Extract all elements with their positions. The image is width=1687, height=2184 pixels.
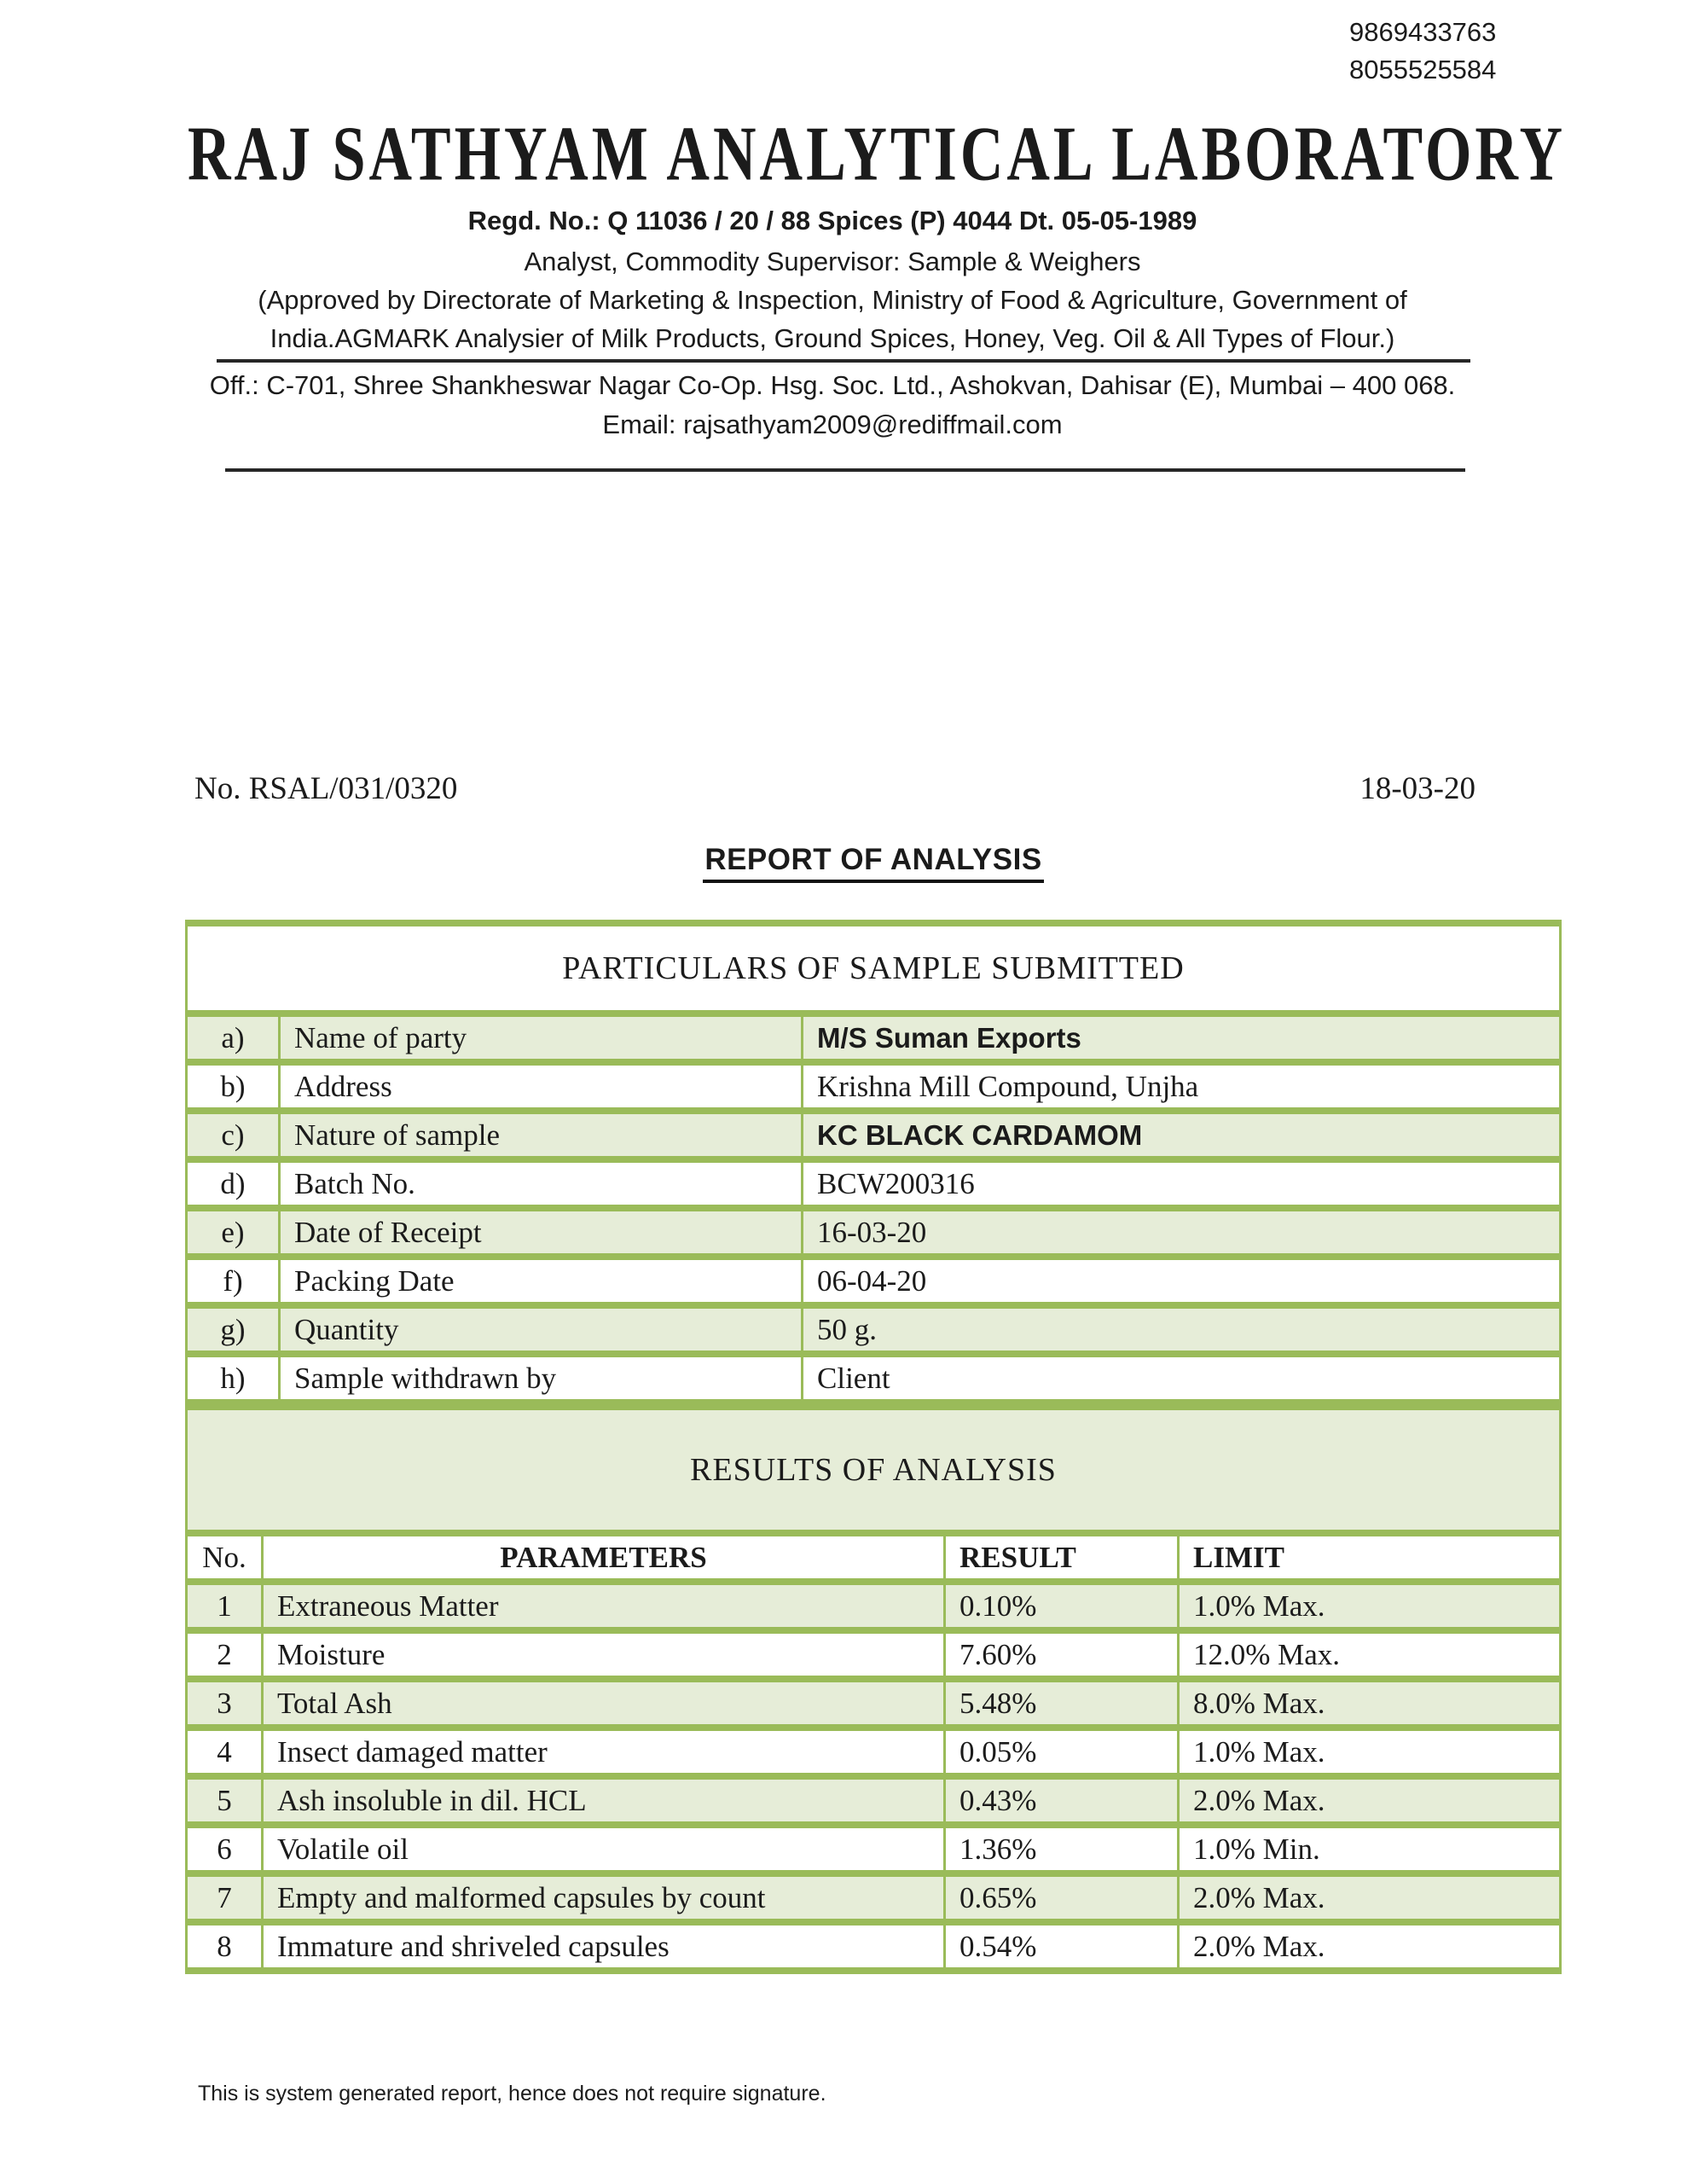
results-row-parameter: Insect damaged matter xyxy=(263,1728,945,1776)
particulars-row-label: Quantity xyxy=(280,1305,803,1354)
particulars-row-label: Packing Date xyxy=(280,1257,803,1305)
table-row xyxy=(187,1305,1561,1354)
results-row-no: 7 xyxy=(187,1873,263,1922)
table-row xyxy=(187,1679,1561,1728)
phone-numbers xyxy=(1349,14,1496,89)
results-row-no: 6 xyxy=(187,1825,263,1873)
results-row-no: 5 xyxy=(187,1776,263,1825)
particulars-row-value: Client xyxy=(803,1354,1561,1403)
table-row xyxy=(187,1728,1561,1776)
results-header-parameters: PARAMETERS xyxy=(263,1533,945,1582)
report-tables xyxy=(185,920,1562,1974)
results-row-no: 3 xyxy=(187,1679,263,1728)
results-row-parameter: Total Ash xyxy=(263,1679,945,1728)
results-header-no: No. xyxy=(187,1533,263,1582)
results-row-limit: 12.0% Max. xyxy=(1179,1630,1561,1679)
results-row-parameter: Moisture xyxy=(263,1630,945,1679)
results-row-limit: 1.0% Max. xyxy=(1179,1728,1561,1776)
table-row xyxy=(187,1922,1561,1971)
particulars-row-letter: d) xyxy=(187,1159,280,1208)
results-row-result: 0.65% xyxy=(945,1873,1179,1922)
particulars-row-value: 50 g. xyxy=(803,1305,1561,1354)
particulars-row-letter: c) xyxy=(187,1111,280,1159)
results-row-limit: 1.0% Max. xyxy=(1179,1582,1561,1630)
phone-number-1: 9869433763 xyxy=(1349,17,1497,47)
particulars-row-value: 16-03-20 xyxy=(803,1208,1561,1257)
header-divider-1 xyxy=(217,359,1470,363)
phone-number-2: 8055525584 xyxy=(1349,55,1497,84)
results-row-result: 5.48% xyxy=(945,1679,1179,1728)
particulars-row-letter: b) xyxy=(187,1062,280,1111)
particulars-row-value: 06-04-20 xyxy=(803,1257,1561,1305)
results-header-limit: LIMIT xyxy=(1179,1533,1561,1582)
results-row-no: 2 xyxy=(187,1630,263,1679)
results-row-parameter: Extraneous Matter xyxy=(263,1582,945,1630)
table-row xyxy=(187,1776,1561,1825)
particulars-row-value: M/S Suman Exports xyxy=(803,1014,1561,1062)
results-row-result: 7.60% xyxy=(945,1630,1179,1679)
table-row xyxy=(187,1159,1561,1208)
particulars-row-label: Sample withdrawn by xyxy=(280,1354,803,1403)
results-row-result: 1.36% xyxy=(945,1825,1179,1873)
results-row-limit: 8.0% Max. xyxy=(1179,1679,1561,1728)
report-number: No. RSAL/031/0320 xyxy=(194,771,458,806)
table-row xyxy=(187,1062,1561,1111)
table-row xyxy=(187,1257,1561,1305)
results-row-limit: 2.0% Max. xyxy=(1179,1922,1561,1971)
particulars-table xyxy=(185,920,1562,1406)
table-row xyxy=(187,1825,1561,1873)
table-row xyxy=(187,1111,1561,1159)
regd-no-line: Regd. No.: Q 11036 / 20 / 88 Spices (P) 4044 Dt. 05-05-1989 xyxy=(467,206,1197,235)
results-row-limit: 1.0% Min. xyxy=(1179,1825,1561,1873)
results-row-result: 0.43% xyxy=(945,1776,1179,1825)
table-row xyxy=(187,1582,1561,1630)
particulars-row-letter: g) xyxy=(187,1305,280,1354)
particulars-row-letter: e) xyxy=(187,1208,280,1257)
email-line: Email: rajsathyam2009@rediffmail.com xyxy=(602,410,1063,439)
results-header-result: RESULT xyxy=(945,1533,1179,1582)
report-meta-line xyxy=(194,770,1475,807)
results-row-limit: 2.0% Max. xyxy=(1179,1776,1561,1825)
report-title-row xyxy=(185,843,1562,883)
particulars-row-letter: f) xyxy=(187,1257,280,1305)
results-row-no: 4 xyxy=(187,1728,263,1776)
analyst-line: Analyst, Commodity Supervisor: Sample & Weighers xyxy=(524,247,1141,276)
table-row xyxy=(187,1354,1561,1403)
particulars-row-label: Address xyxy=(280,1062,803,1111)
results-row-no: 1 xyxy=(187,1582,263,1630)
results-row-parameter: Immature and shriveled capsules xyxy=(263,1922,945,1971)
footer-note: This is system generated report, hence does not require signature. xyxy=(198,2082,826,2106)
table-row xyxy=(187,1208,1561,1257)
particulars-title: PARTICULARS OF SAMPLE SUBMITTED xyxy=(187,923,1561,1014)
particulars-row-value: Krishna Mill Compound, Unjha xyxy=(803,1062,1561,1111)
results-row-parameter: Ash insoluble in dil. HCL xyxy=(263,1776,945,1825)
results-row-result: 0.54% xyxy=(945,1922,1179,1971)
table-row xyxy=(187,1014,1561,1062)
results-title: RESULTS OF ANALYSIS xyxy=(187,1407,1561,1533)
table-row xyxy=(187,1630,1561,1679)
office-address-line: Off.: C-701, Shree Shankheswar Nagar Co-Op. Hsg. Soc. Ltd., Ashokvan, Dahisar (E), Mumbai – 400 068. xyxy=(209,370,1456,400)
results-row-no: 8 xyxy=(187,1922,263,1971)
report-date: 18-03-20 xyxy=(1359,771,1475,806)
header-divider-2 xyxy=(225,468,1465,472)
results-header-row xyxy=(187,1533,1561,1582)
particulars-row-label: Nature of sample xyxy=(280,1111,803,1159)
table-row xyxy=(187,1873,1561,1922)
particulars-row-label: Date of Receipt xyxy=(280,1208,803,1257)
results-row-result: 0.05% xyxy=(945,1728,1179,1776)
particulars-row-label: Batch No. xyxy=(280,1159,803,1208)
results-row-limit: 2.0% Max. xyxy=(1179,1873,1561,1922)
approved-line-2: India.AGMARK Analysier of Milk Products, Ground Spices, Honey, Veg. Oil & All Types of Flour.) xyxy=(270,323,1395,353)
particulars-row-letter: h) xyxy=(187,1354,280,1403)
particulars-row-value: KC BLACK CARDAMOM xyxy=(803,1111,1561,1159)
results-row-parameter: Volatile oil xyxy=(263,1825,945,1873)
report-title: REPORT OF ANALYSIS xyxy=(703,843,1043,883)
particulars-row-letter: a) xyxy=(187,1014,280,1062)
approved-line-1: (Approved by Directorate of Marketing & Inspection, Ministry of Food & Agriculture, Government of xyxy=(258,285,1407,315)
particulars-row-value: BCW200316 xyxy=(803,1159,1561,1208)
results-row-parameter: Empty and malformed capsules by count xyxy=(263,1873,945,1922)
particulars-row-label: Name of party xyxy=(280,1014,803,1062)
results-table xyxy=(185,1403,1562,1974)
results-row-result: 0.10% xyxy=(945,1582,1179,1630)
lab-name-title: RAJ SATHYAM ANALYTICAL LABORATORY xyxy=(188,112,1567,198)
